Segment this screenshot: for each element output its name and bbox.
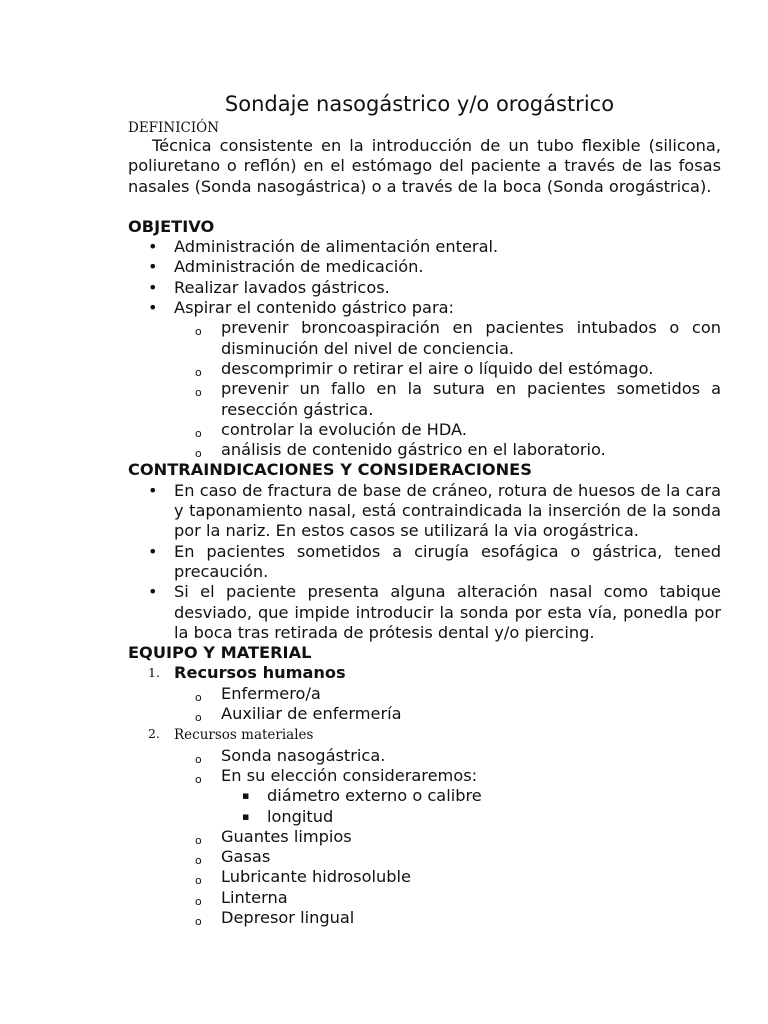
list-item bbox=[128, 663, 721, 724]
recursos-materiales-label: Recursos materiales bbox=[174, 727, 314, 744]
list-item: • En pacientes sometidos a cirugía esofágica o gástrica, tened precaución. bbox=[148, 541, 721, 581]
recursos-materiales-list bbox=[174, 746, 721, 929]
bullet-marker: • bbox=[148, 480, 158, 500]
circle-marker: o bbox=[195, 365, 202, 379]
circle-marker: o bbox=[195, 833, 202, 847]
circle-marker: o bbox=[195, 914, 202, 928]
circle-marker: o bbox=[195, 447, 202, 461]
circle-marker: o bbox=[195, 426, 202, 440]
page-title: Sondaje nasogástrico y/o orogástrico bbox=[224, 92, 615, 116]
list-item: o Enfermero/a bbox=[174, 684, 721, 704]
square-marker: ▪ bbox=[242, 809, 250, 823]
list-item: o Sonda nasogástrica. bbox=[174, 746, 721, 766]
list-item: o Linterna bbox=[174, 888, 721, 908]
list-item: o descomprimir o retirar el aire o líquido del estómago. bbox=[174, 359, 721, 379]
list-item: o Depresor lingual bbox=[174, 908, 721, 928]
list-item: o controlar la evolución de HDA. bbox=[174, 420, 721, 440]
list-item: o En su elección consideraremos: ▪ diámetro externo o calibre ▪ longitud bbox=[174, 766, 721, 827]
contraindicaciones-heading: CONTRAINDICACIONES Y CONSIDERACIONES bbox=[128, 460, 532, 480]
circle-marker: o bbox=[195, 711, 202, 725]
list-item: • Realizar lavados gástricos. bbox=[148, 277, 390, 297]
objetivo-list bbox=[128, 237, 721, 460]
objetivo-heading: OBJETIVO bbox=[128, 216, 215, 236]
list-item: • En caso de fractura de base de cráneo, rotura de huesos de la cara y taponamiento nasal, está contraindicada la inserción de la sonda por la nariz. En estos casos se utilizará la via orogástrica. bbox=[148, 480, 721, 541]
recursos-humanos-list bbox=[174, 684, 721, 725]
number-marker: 1. bbox=[148, 665, 160, 681]
circle-marker: o bbox=[195, 752, 202, 766]
definicion-heading: DEFINICIÓN bbox=[128, 120, 220, 136]
circle-marker: o bbox=[195, 325, 202, 339]
square-marker: ▪ bbox=[242, 789, 250, 803]
bullet-marker: • bbox=[148, 541, 158, 561]
list-item: o prevenir broncoaspiración en pacientes intubados o con disminución del nivel de conciencia. bbox=[195, 318, 721, 358]
eleccion-sublist bbox=[221, 786, 721, 827]
circle-marker: o bbox=[195, 854, 202, 868]
equipo-heading: EQUIPO Y MATERIAL bbox=[128, 643, 312, 663]
contraindicaciones-list bbox=[128, 481, 721, 643]
circle-marker: o bbox=[195, 894, 202, 908]
list-item: • Administración de alimentación enteral. bbox=[148, 237, 499, 257]
list-item: • Si el paciente presenta alguna alteración nasal como tabique desviado, que impide introducir la sonda por esta vía, ponedla por la boca tras retirada de prótesis dental y/o piercing. bbox=[148, 582, 721, 642]
circle-marker: o bbox=[195, 690, 202, 704]
list-item: • Aspirar el contenido gástrico para: o prevenir broncoaspiración en pacientes intubados o con disminución del nivel de conciencia. o descomprimir o retirar el aire o líquido del estómago. o prevenir un fallo en la sutura en pacientes sometidos a resección gástrica. o controlar la evolución de HDA. o análisis de contenido gástrico en el laboratorio. bbox=[128, 298, 721, 460]
definicion-text: Técnica consistente en la introducción de un tubo flexible (silicona, poliuretano o reflón) en el estómago del paciente a través de las fosas nasales (Sonda nasogástrica) o a través de la boca (Sonda orogástrica). bbox=[128, 136, 721, 196]
bullet-marker: • bbox=[148, 237, 158, 257]
list-item: o Lubricante hidrosoluble bbox=[174, 867, 721, 887]
list-item: ▪ longitud bbox=[242, 806, 334, 826]
objetivo-sublist bbox=[174, 318, 721, 460]
recursos-humanos-label: Recursos humanos bbox=[174, 663, 346, 683]
list-item: • Administración de medicación. bbox=[148, 257, 424, 277]
spacer bbox=[128, 197, 721, 217]
equipo-list bbox=[128, 663, 721, 928]
bullet-marker: • bbox=[148, 582, 158, 602]
list-item: ▪ diámetro externo o calibre bbox=[242, 786, 482, 806]
bullet-marker: • bbox=[148, 277, 158, 297]
list-item: o prevenir un fallo en la sutura en pacientes sometidos a resección gástrica. bbox=[195, 379, 721, 419]
circle-marker: o bbox=[195, 386, 202, 400]
bullet-marker: • bbox=[148, 257, 158, 277]
circle-marker: o bbox=[195, 874, 202, 888]
list-item: o análisis de contenido gástrico en el laboratorio. bbox=[174, 440, 721, 460]
bullet-marker: • bbox=[148, 298, 158, 318]
list-item: o Auxiliar de enfermería bbox=[174, 704, 721, 724]
number-marker: 2. bbox=[148, 726, 160, 742]
list-item: o Gasas bbox=[174, 847, 721, 867]
list-item: o Guantes limpios bbox=[174, 827, 721, 847]
list-item bbox=[128, 724, 721, 928]
circle-marker: o bbox=[195, 772, 202, 786]
